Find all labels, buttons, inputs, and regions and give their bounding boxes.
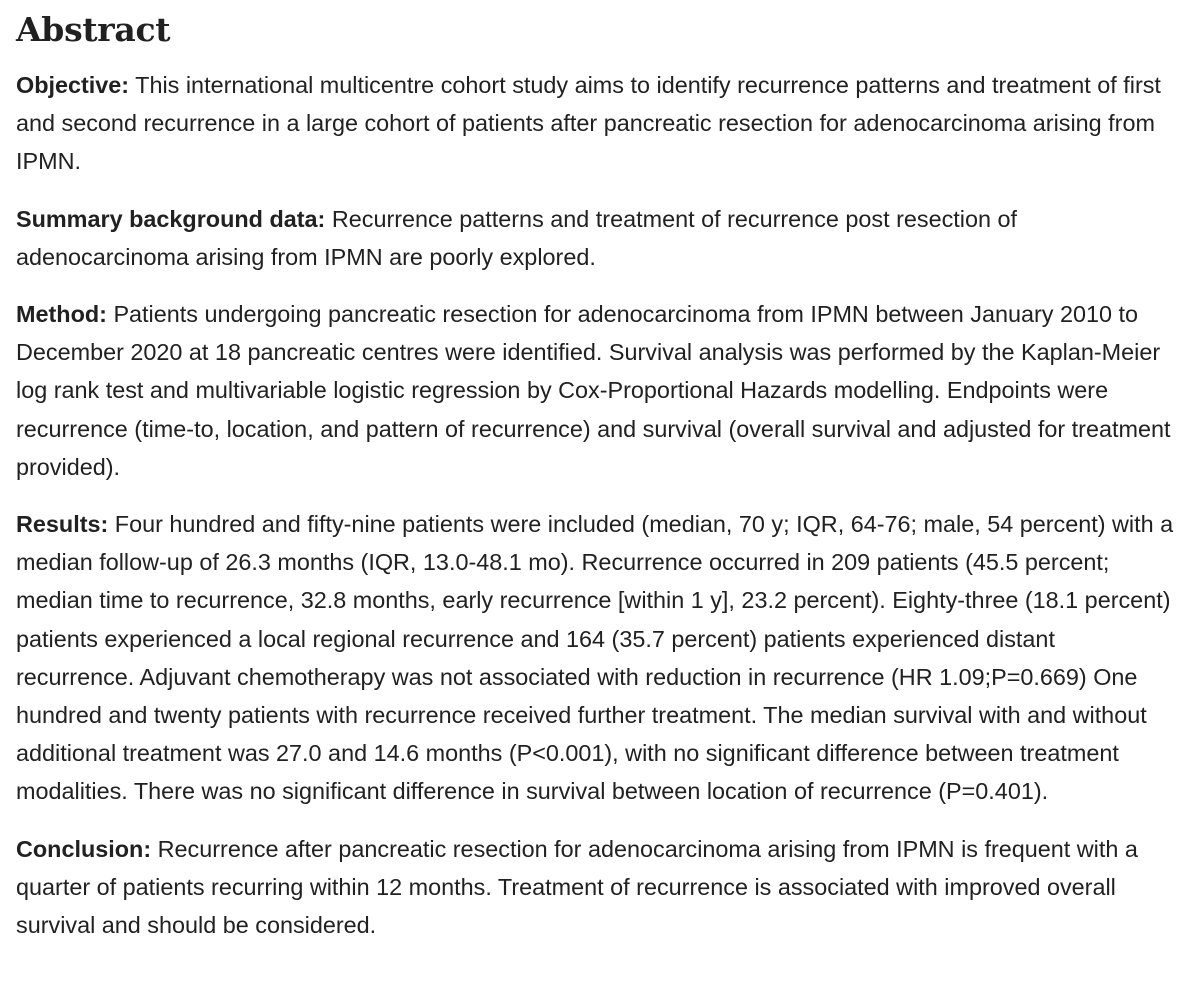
method-paragraph	[16, 295, 1176, 486]
background-paragraph	[16, 200, 1176, 276]
background-label: Summary background data:	[16, 205, 326, 232]
method-label: Method:	[16, 301, 107, 328]
results-text: Four hundred and fifty-nine patients were included (median, 70 y; IQR, 64-76; male, 54 percent) with a median follow-up of 26.3 months (IQR, 13.0-48.1 mo). Recurrence occurred in 209 patients (45.5 percent; median time to recurrence, 32.8 months, early recurrence [within 1 y], 23.2 percent). Eighty-three (18.1 percent) patients experienced a local regional recurrence and 164 (35.7 percent) patients experienced distant recurrence. Adjuvant chemotherapy was not associated with reduction in recurrence (HR 1.09;P=0.669) One hundred and twenty patients with recurrence received further treatment. The median survival with and without additional treatment was 27.0 and 14.6 months (P<0.001), with no significant difference between treatment modalities. There was no significant difference in survival between location of recurrence (P=0.401).	[16, 511, 1174, 805]
objective-label: Objective:	[16, 72, 130, 98]
results-paragraph	[16, 505, 1176, 811]
conclusion-text: Recurrence after pancreatic resection for adenocarcinoma arising from IPMN is frequent with a quarter of patients recurring within 12 months. Treatment of recurrence is associated with improved overall survival and should be considered.	[16, 835, 1138, 939]
method-text: Patients undergoing pancreatic resection for adenocarcinoma from IPMN between January 2010 to December 2020 at 18 pancreatic centres were identified. Survival analysis was performed by the Kaplan-Meier log rank test and multivariable logistic regression by Cox-Proportional Hazards modelling. Endpoints were recurrence (time-to, location, and pattern of recurrence) and survival (overall survival and adjusted for treatment provided).	[16, 301, 1171, 480]
conclusion-label: Conclusion:	[16, 835, 152, 862]
background-text: Recurrence patterns and treatment of recurrence post resection of adenocarcinoma arising from IPMN are poorly explored.	[16, 205, 1018, 270]
results-label: Results:	[16, 511, 109, 538]
objective-paragraph	[16, 66, 1176, 181]
conclusion-paragraph	[16, 830, 1176, 945]
abstract-heading: Abstract	[16, 10, 171, 49]
objective-text: This international multicentre cohort study aims to identify recurrence patterns and treatment of first and second recurrence in a large cohort of patients after pancreatic resection for adenocarcinoma arising from IPMN.	[16, 72, 1161, 175]
